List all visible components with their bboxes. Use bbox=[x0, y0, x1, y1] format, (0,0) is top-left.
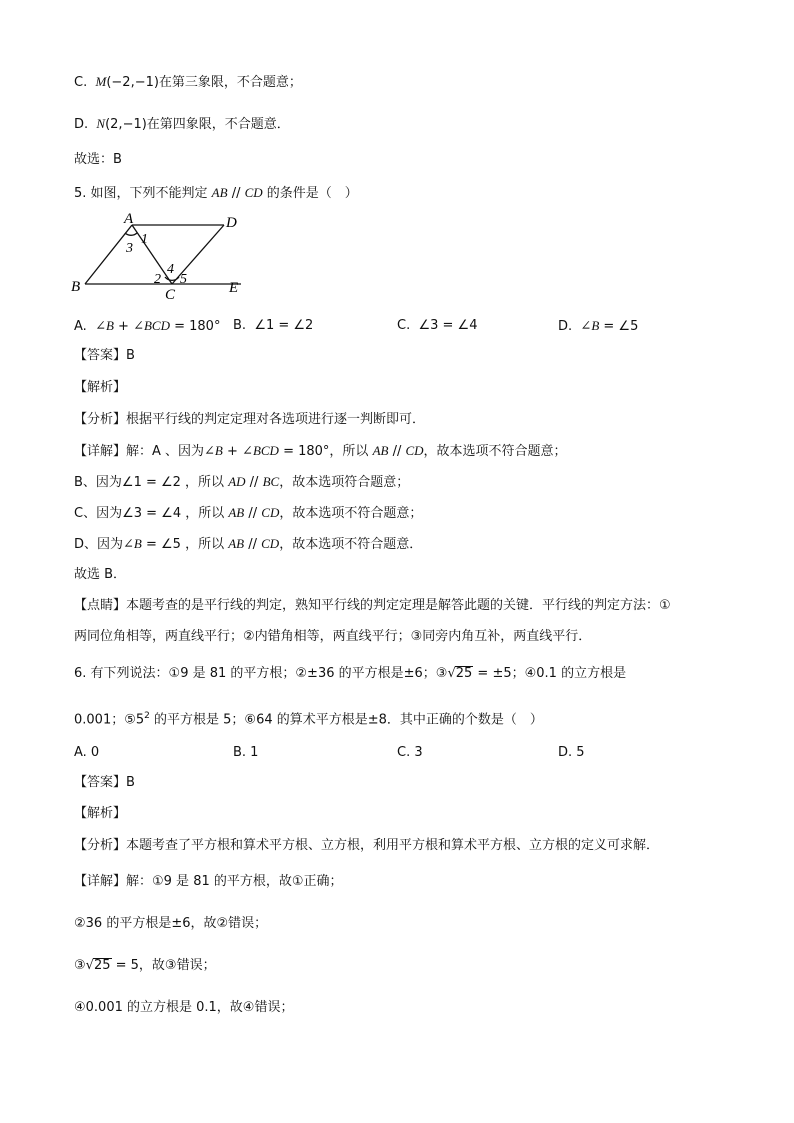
question-5-stem: 5. 如图，下列不能判定 AB // CD 的条件是（ ） bbox=[74, 185, 358, 201]
point-d-label: D bbox=[226, 215, 237, 231]
q5-dianjing-1: 【点睛】本题考查的是平行线的判定，熟知平行线的判定定理是解答此题的关键．平行线的判定方法：① bbox=[74, 598, 671, 613]
q5-detail-2: B、因为∠1 = ∠2 ，所以 AD // BC，故本选项符合题意； bbox=[74, 474, 410, 490]
q5-fenxi: 【分析】根据平行线的判定定理对各选项进行逐一判断即可． bbox=[74, 412, 426, 427]
q5-dianjing-2: 两同位角相等，两直线平行；②内错角相等，两直线平行；③同旁内角互补，两直线平行． bbox=[74, 629, 592, 644]
angle-5-label: 5 bbox=[180, 272, 187, 287]
q5-option-c: C. ∠3 = ∠4 bbox=[397, 318, 478, 333]
q6-detail-4: ④0.001 的立方根是 0.1，故④错误； bbox=[74, 1000, 294, 1015]
angle-3-label: 3 bbox=[126, 241, 133, 256]
q5-answer: 【答案】B bbox=[74, 348, 135, 363]
point-e-label: E bbox=[229, 280, 239, 296]
angle-1-label: 1 bbox=[141, 232, 148, 247]
q6-answer: 【答案】B bbox=[74, 775, 135, 790]
q6-option-c: C. 3 bbox=[397, 745, 423, 760]
q5-detail-1: 【详解】解：A 、因为∠B + ∠BCD = 180°，所以 AB // CD，故本选项不符合题意； bbox=[74, 443, 567, 459]
q5-analysis-heading: 【解析】 bbox=[74, 380, 127, 395]
q5-detail-3: C、因为∠3 = ∠4 ，所以 AB // CD，故本选项不符合题意； bbox=[74, 505, 423, 521]
question-6-stem-1: 6. 有下列说法：①9 是 81 的平方根；②±36 的平方根是±6；③√25 = ±5；④0.1 的立方根是 bbox=[74, 666, 627, 681]
q6-detail-1: 【详解】解：①9 是 81 的平方根，故①正确； bbox=[74, 874, 343, 889]
option-c-line: C. M(−2,−1)在第三象限，不合题意； bbox=[74, 74, 302, 90]
q6-analysis-heading: 【解析】 bbox=[74, 806, 127, 821]
angle-4-label: 4 bbox=[167, 262, 174, 277]
choose-line-2: 故选 B． bbox=[74, 567, 127, 582]
point-b-label: B bbox=[71, 279, 81, 295]
option-d-line: D. N(2,−1)在第四象限，不合题意． bbox=[74, 116, 290, 132]
q5-option-b: B. ∠1 = ∠2 bbox=[233, 318, 314, 333]
q5-option-d: D. ∠B = ∠5 bbox=[558, 318, 639, 334]
q6-detail-3: ③√25 = 5，故③错误； bbox=[74, 958, 216, 973]
q6-detail-2: ②36 的平方根是±6，故②错误； bbox=[74, 916, 268, 931]
point-c-label: C bbox=[165, 287, 176, 302]
choose-line-1: 故选：B bbox=[74, 152, 122, 167]
point-a-label: A bbox=[124, 211, 134, 227]
q5-detail-4: D、因为∠B = ∠5 ，所以 AB // CD，故本选项不符合题意． bbox=[74, 536, 423, 552]
parallelogram-figure bbox=[66, 210, 256, 302]
q5-option-a: A. ∠B + ∠BCD = 180° bbox=[74, 318, 221, 334]
q6-option-a: A. 0 bbox=[74, 745, 100, 760]
q6-option-d: D. 5 bbox=[558, 745, 585, 760]
angle-2-label: 2 bbox=[154, 272, 161, 287]
q6-fenxi: 【分析】本题考查了平方根和算术平方根、立方根，利用平方根和算术平方根、立方根的定义可求解． bbox=[74, 838, 660, 853]
question-6-stem-2: 0.001；$⑤5^2$ 的平方根是 5；⑥64 的算术平方根是±8．其中正确的个数是（ ） bbox=[74, 711, 543, 728]
q6-option-b: B. 1 bbox=[233, 745, 259, 760]
